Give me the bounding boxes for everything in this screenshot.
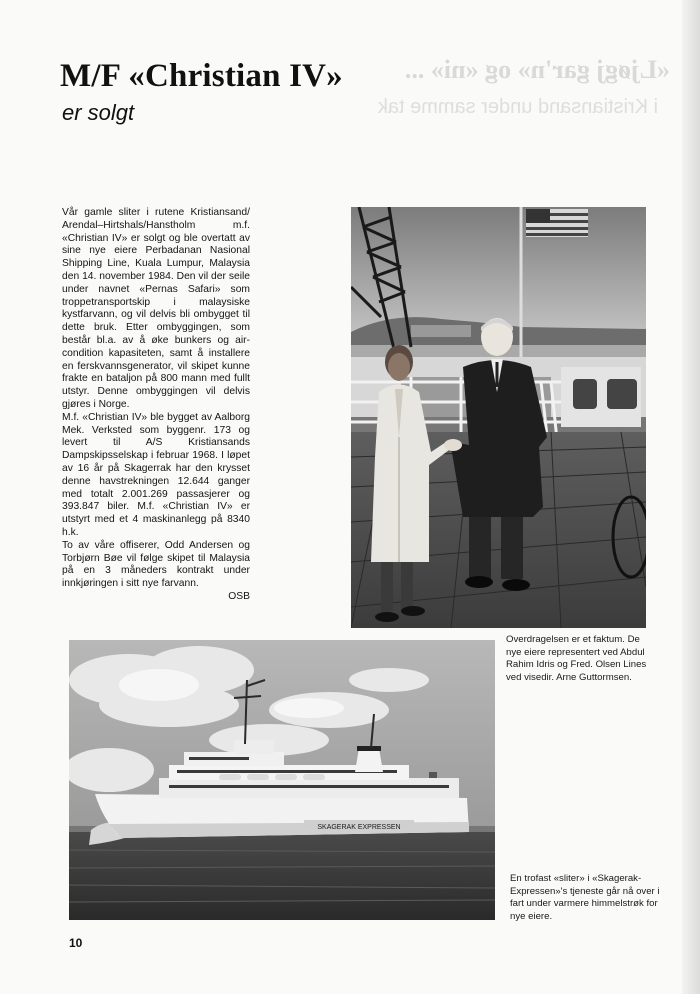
article-paragraph: Vår gamle sliter i rutene Kristiansand/ Arendal–Hirtshals/Hanstholm m.f. «Christian IV» er solgt og ble overtatt av sine nye eiere Perbadanan Nasional Shipping Line, Kuala Lumpur, Malaysia den 14. november 1984. Den vil der seile under navnet «Pernas Safari» som troppetransportskip i malaysiske kystfarvann, og vil delvis bli ombygget til dette bruk. Etter ombyggingen, som består bl.a. av å øke bunkers og air-condition kapasiteten, samt å installere en ferskvannsgenerator, vil skipet kunne frakte en bataljon på 800 mann med fullt utstyr. Denne ombyggingen vil delvis gjøres i Norge. xyxy=(62,207,250,410)
ship-photo xyxy=(69,640,495,920)
article-subtitle: er solgt xyxy=(62,100,135,125)
page-edge-shadow xyxy=(682,0,700,994)
ship-hull-name: SKAGERAK EXPRESSEN xyxy=(317,824,401,831)
article-paragraph: M.f. «Christian IV» ble bygget av Aalborg Mek. Verksted som byggenr. 173 og levert til A/S Kristiansands Dampskipsselskap i februar 1968. I løpet av 16 år på Skagerrak har den krysset denne havstrekningen 12.644 ganger med totalt 2.001.269 passasjerer og 393.847 biler. M.f. «Christian IV» er utstyrt med et 4 maskinanlegg på 8340 h.k. xyxy=(62,411,250,538)
author-signature: OSB xyxy=(228,590,250,602)
bleed-through-title: «Ljøgj gar'n» og «ni» ... xyxy=(404,55,670,84)
page-number: 10 xyxy=(69,936,83,950)
article-paragraph: To av våre offiserer, Odd Andersen og Torbjørn Bøe vil følge skipet til Malaysia på en 3 måneders kontrakt under innkjøringen i sitt nye farvann. xyxy=(62,539,250,590)
bleed-through-subtitle: i Kristiansand under samme tak xyxy=(377,96,658,118)
handshake-photo xyxy=(351,207,646,628)
article-title: M/F «Christian IV» xyxy=(60,58,343,94)
article-body xyxy=(62,207,250,604)
ship-photo-caption: En trofast «sliter» i «Skagerak-Expressen»'s tjeneste går nå over i fart under varmere himmelstrøk for nye eiere. xyxy=(510,873,660,922)
handshake-photo-caption: Overdragelsen er et faktum. De nye eiere representert ved Abdul Rahim Idris og Fred. Olsen Lines ved visedir. Arne Guttormsen. xyxy=(506,634,647,683)
